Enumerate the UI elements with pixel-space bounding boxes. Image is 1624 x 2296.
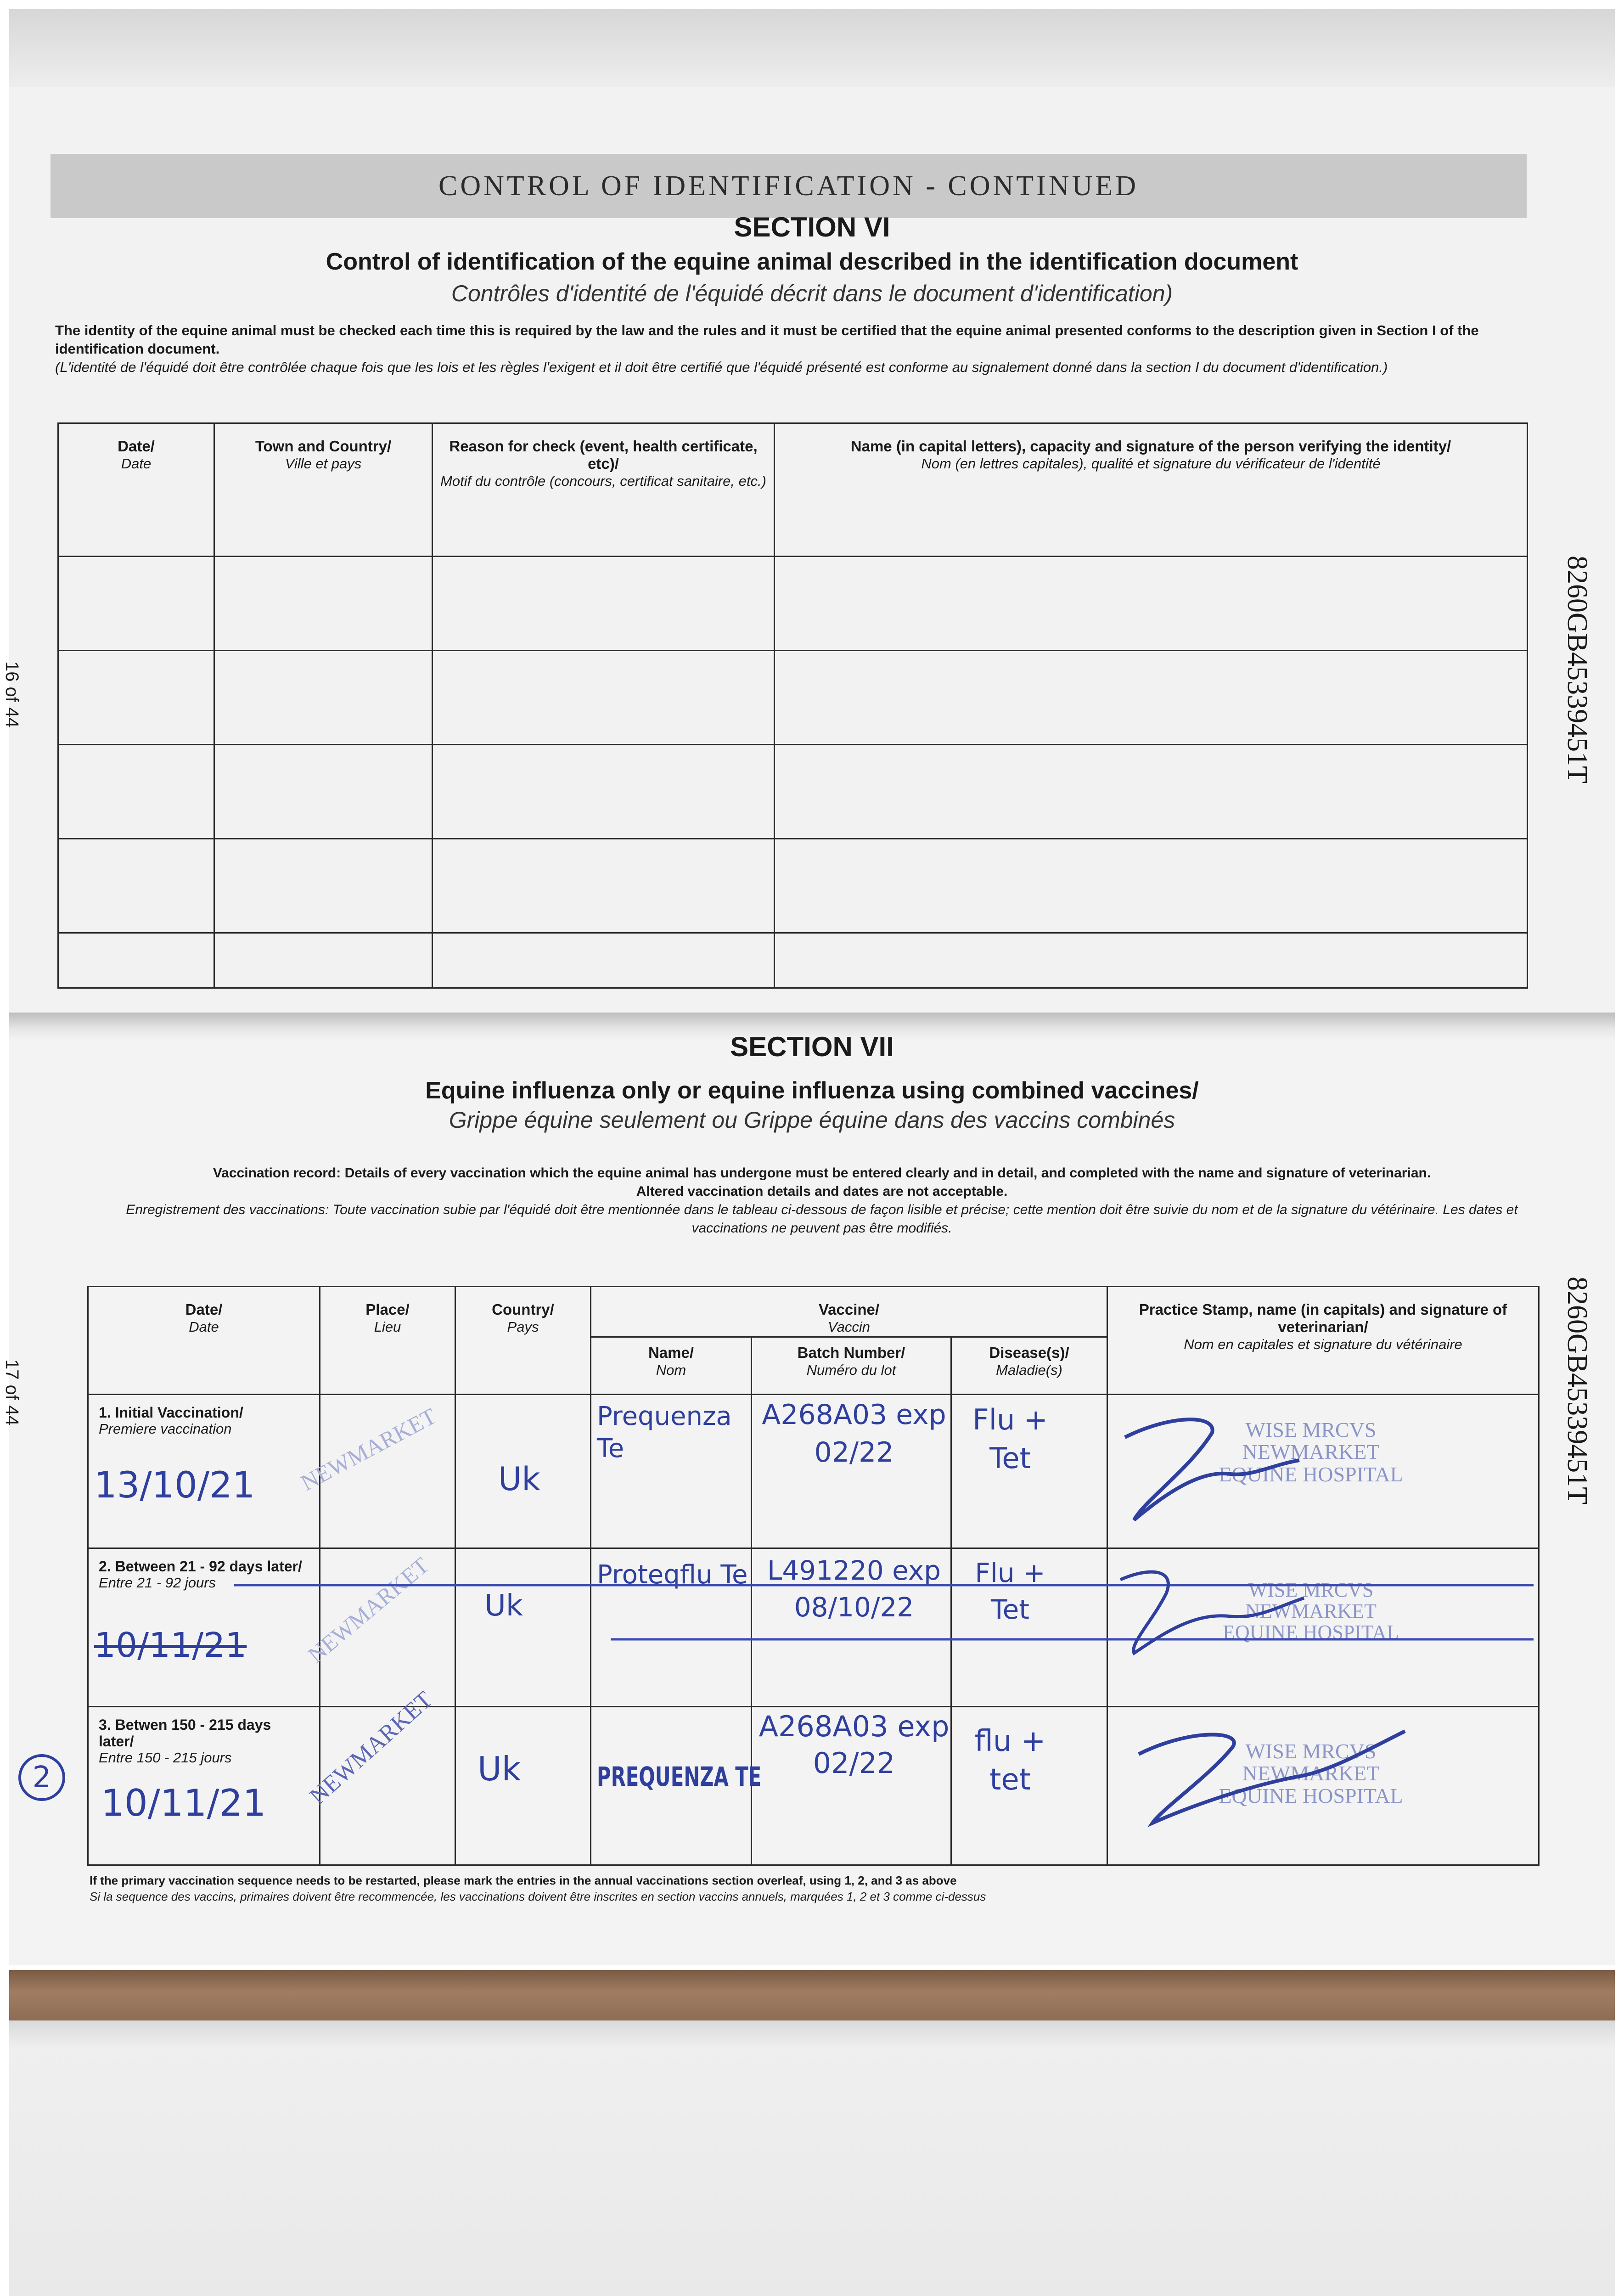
row-2-batch: L491220 exp 08/10/22 [767,1555,941,1623]
section-6-title: Control of identification of the equine animal described in the identification document [326,248,1298,275]
intro-en: Vaccination record: Details of every vaccination which the equine animal has undergone must be entered clearly and in detail, and completed with the name and signature of veterinarian. [213,1165,1431,1181]
row-1-label: 1. Initial Vaccination/ Premiere vaccination [88,1395,320,1548]
cell[interactable] [58,745,214,839]
col-disease: Disease(s)/ Maladie(s) [951,1337,1107,1395]
section-6-intro [55,321,1515,377]
col-name: Name/ Nom [591,1337,752,1395]
cover-edge [9,1970,1615,2025]
row-2-date: 10/11/21 [94,1626,247,1665]
section-7-title-fr: Grippe équine seulement ou Grippe équine dans des vaccins combinés [449,1107,1175,1133]
circled-number: 2 [18,1754,65,1801]
cell[interactable] [775,557,1528,651]
cell[interactable] [433,745,775,839]
col-vaccine: Vaccine/ Vaccin [591,1287,1107,1337]
cell[interactable] [214,557,433,651]
cell[interactable] [214,651,433,745]
intro-fr: Enregistrement des vaccinations: Toute vaccination subie par l'équidé doit être mentionnée dans le tableau ci-dessous de façon lisible et précise; cette mention doit être suivie du nom et de la signature du vétérinaire. Les dates et vaccinations ne peuvent pas être modifiés. [126,1202,1518,1236]
footnote-fr: Si la sequence des vaccins, primaires doivent être recommencée, les vaccinations doivent être inscrites en section vaccins annuels, marquées 1, 2 et 3 comme ci-dessus [90,1890,986,1903]
row-2-disease: Flu + Tet [975,1557,1045,1625]
identity-check-table [57,422,1528,989]
col-date: Date/ Date [58,423,214,557]
row-1-signature [1107,1396,1382,1534]
cell[interactable] [433,651,775,745]
section-6-title-fr: Contrôles d'identité de l'équidé décrit dans le document d'identification) [451,281,1173,306]
cell[interactable] [433,933,775,988]
row-3-vet-stamp: WISE MRCVS NEWMARKET EQUINE HOSPITAL [1219,1739,1403,1807]
col-country: Country/ Pays [455,1287,591,1395]
row-1-place-stamp: NEWMARKET [296,1403,440,1496]
cell[interactable] [214,839,433,933]
col-reason: Reason for check (event, health certificate, etc)/ Motif du contrôle (concours, certificat sanitaire, etc.) [433,423,775,557]
section-7-heading: SECTION VII [730,1031,894,1062]
cell[interactable] [58,839,214,933]
row-2-label: 2. Between 21 - 92 days later/ Entre 21 - 92 jours [88,1548,320,1707]
row-2-country: Uk [484,1589,523,1623]
section-7-title: Equine influenza only or equine influenza using combined vaccines/ [425,1077,1199,1104]
scanner-background [9,2020,1615,2296]
cell[interactable] [214,745,433,839]
row-2-vet-stamp: WISE MRCVS NEWMARKET EQUINE HOSPITAL [1223,1579,1399,1644]
cell[interactable] [214,933,433,988]
row-1-vaccine: Prequenza Te [597,1401,732,1463]
intro-en-2: Altered vaccination details and dates are not acceptable. [636,1184,1008,1199]
row-1-vet-stamp: WISE MRCVS NEWMARKET EQUINE HOSPITAL [1219,1418,1403,1486]
col-verifier: Name (in capital letters), capacity and signature of the person verifying the identity/ Nom (en lettres capitales), qualité et signature du vérificateur de l'identité [775,423,1528,557]
row-3-disease: flu + tet [974,1724,1046,1797]
page-number-top: 16 of 44 [2,661,22,728]
row-3-signature [1111,1699,1433,1846]
col-stamp: Practice Stamp, name (in capitals) and signature of veterinarian/ Nom en capitales et signature du vétérinaire [1107,1287,1539,1395]
section-6-heading: SECTION VI [734,212,890,242]
cell[interactable] [775,745,1528,839]
cell[interactable] [58,651,214,745]
section-7-intro [92,1164,1552,1238]
col-date: Date/ Date [88,1287,320,1395]
row-3-vaccine: PREQUENZA TE [597,1761,762,1792]
cell[interactable] [58,557,214,651]
row-1-disease: Flu + Tet [972,1403,1048,1475]
header-band: CONTROL OF IDENTIFICATION - CONTINUED [51,154,1527,218]
cell[interactable] [775,839,1528,933]
cell[interactable] [775,651,1528,745]
side-id-bottom: 8260GB45339451T [1562,1277,1593,1504]
row-2-vaccine: Proteqflu Te [597,1560,748,1590]
row-3-place-stamp: NEWMARKET [304,1686,438,1810]
footnote-en: If the primary vaccination sequence needs to be restarted, please mark the entries in the annual vaccinations section overleaf, using 1, 2, and 3 as above [90,1874,957,1887]
cell[interactable] [58,933,214,988]
page-number-bottom: 17 of 44 [2,1359,22,1426]
page-top-edge [9,9,1615,92]
row-2-place-stamp: NEWMARKET [303,1552,434,1668]
col-batch: Batch Number/ Numéro du lot [752,1337,951,1395]
row-3-batch: A268A03 exp 02/22 [759,1710,950,1780]
cell[interactable] [433,839,775,933]
cell[interactable] [455,1707,591,1865]
row-1-date: 13/10/21 [94,1465,255,1506]
col-place: Place/ Lieu [320,1287,455,1395]
side-id-top: 8260GB45339451T [1562,556,1593,783]
row-1-country: Uk [498,1460,540,1498]
intro-en: The identity of the equine animal must be checked each time this is required by the law and the rules and it must be certified that the equine animal presented conforms to the description given in Section I of the identification document. [55,322,1479,357]
row-3-country: Uk [478,1750,521,1788]
cell[interactable] [433,557,775,651]
col-town: Town and Country/ Ville et pays [214,423,433,557]
intro-fr: (L'identité de l'équidé doit être contrôlée chaque fois que les lois et les règles l'exigent et il doit être certifié que l'équidé présenté est conforme au signalement donné dans la section I du document d'identification.) [55,359,1388,375]
row-1-batch: A268A03 exp 02/22 [762,1399,946,1469]
cell[interactable] [775,933,1528,988]
row-3-label: 3. Betwen 150 - 215 days later/ Entre 150 - 215 jours [88,1707,320,1865]
row-2-strike-lines [83,1543,1538,1681]
row-3-date: 10/11/21 [101,1782,266,1824]
